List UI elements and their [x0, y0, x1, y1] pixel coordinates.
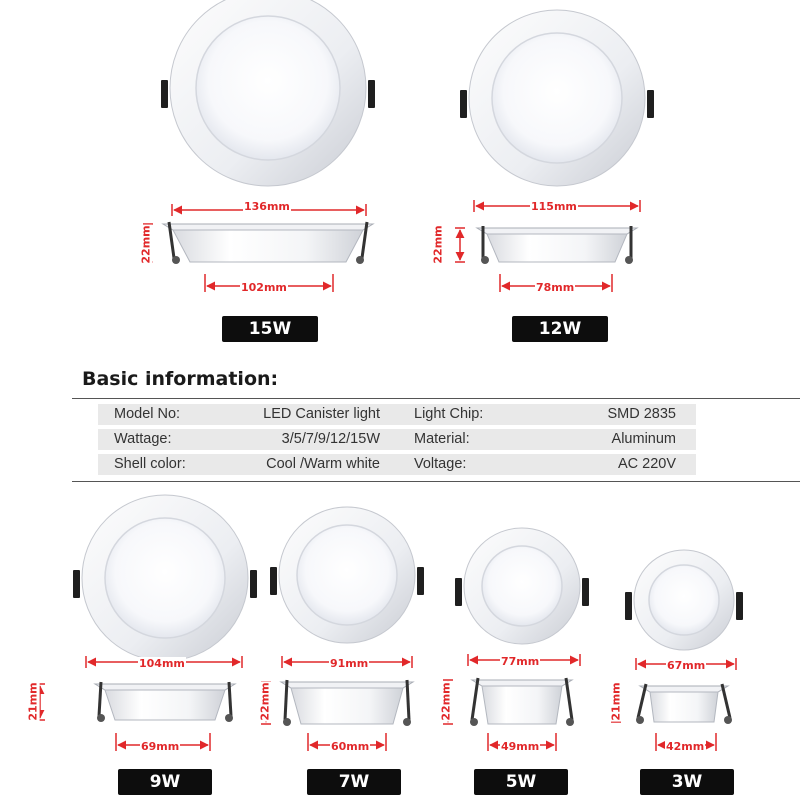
- side-body: [650, 692, 718, 722]
- spring-clip-right-icon: [250, 570, 257, 598]
- spec-label: Voltage:: [414, 456, 467, 472]
- side-flange: [163, 224, 373, 230]
- side-flange: [95, 684, 235, 690]
- spring-coil-right-icon: [724, 716, 732, 724]
- spring-coil-left-icon: [172, 256, 180, 264]
- cutout-diameter-9w: 69mm: [141, 740, 180, 753]
- downlight-12w: [455, 10, 654, 292]
- spec-row-wattage: [98, 429, 696, 450]
- spring-coil-right-icon: [566, 718, 574, 726]
- downlight-9w: [35, 495, 257, 751]
- spec-label: Shell color:: [114, 456, 186, 472]
- side-flange: [640, 686, 728, 692]
- spring-coil-left-icon: [481, 256, 489, 264]
- lamp-diffuser: [196, 16, 340, 160]
- height-12w: 22mm: [431, 225, 445, 264]
- outer-diameter-5w: 77mm: [501, 655, 540, 668]
- outer-diameter-15w: 136mm: [244, 200, 290, 213]
- cutout-diameter-7w: 60mm: [331, 740, 370, 753]
- spring-clip-right-icon: [582, 578, 589, 606]
- side-body: [291, 688, 403, 724]
- spring-coil-right-icon: [356, 256, 364, 264]
- spring-clip-right-icon: [736, 592, 743, 620]
- wattage-badge-15w: 15W: [222, 316, 318, 342]
- spring-coil-right-icon: [625, 256, 633, 264]
- spring-clip-left-icon: [460, 90, 467, 118]
- spring-leg-right-icon: [229, 682, 231, 716]
- spec-row-shell: [98, 454, 696, 475]
- spring-clip-left-icon: [161, 80, 168, 108]
- side-body: [173, 230, 363, 262]
- spring-leg-right-icon: [407, 680, 409, 720]
- cutout-diameter-15w: 102mm: [241, 281, 287, 294]
- spring-leg-left-icon: [472, 678, 478, 720]
- spec-label: Wattage:: [114, 431, 172, 447]
- outer-diameter-12w: 115mm: [531, 200, 577, 213]
- lamp-diffuser: [297, 525, 397, 625]
- spring-leg-right-icon: [566, 678, 572, 720]
- height-3w: 21mm: [609, 682, 623, 721]
- spring-coil-left-icon: [97, 714, 105, 722]
- spec-value: 3/5/7/9/12/15W: [281, 431, 380, 447]
- spec-value: Aluminum: [611, 431, 676, 447]
- outer-diameter-9w: 104mm: [139, 657, 185, 670]
- spec-value: AC 220V: [617, 456, 676, 472]
- cutout-diameter-5w: 49mm: [501, 740, 540, 753]
- spring-clip-right-icon: [417, 567, 424, 595]
- side-flange: [472, 680, 572, 686]
- lamp-diffuser: [649, 565, 719, 635]
- side-body: [487, 234, 627, 262]
- divider-bottom: [72, 481, 800, 482]
- cutout-diameter-3w: 42mm: [666, 740, 705, 753]
- height-9w: 21mm: [26, 682, 40, 721]
- downlight-3w: [611, 550, 743, 751]
- spec-row-model: [98, 404, 696, 425]
- outer-diameter-7w: 91mm: [330, 657, 369, 670]
- spring-clip-left-icon: [270, 567, 277, 595]
- spec-value: SMD 2835: [607, 406, 676, 422]
- height-7w: 22mm: [258, 682, 272, 721]
- side-body: [482, 686, 562, 724]
- spring-clip-left-icon: [625, 592, 632, 620]
- spring-clip-left-icon: [73, 570, 80, 598]
- outer-diameter-3w: 67mm: [667, 659, 706, 672]
- divider-top: [72, 398, 800, 399]
- wattage-badge-3w: 3W: [640, 769, 734, 795]
- side-body: [105, 690, 225, 720]
- spring-coil-left-icon: [636, 716, 644, 724]
- spring-clip-right-icon: [647, 90, 654, 118]
- spec-value: Cool /Warm white: [266, 456, 380, 472]
- spec-value: LED Canister light: [263, 406, 380, 422]
- spring-clip-left-icon: [455, 578, 462, 606]
- wattage-badge-12w: 12W: [512, 316, 608, 342]
- wattage-badge-9w: 9W: [118, 769, 212, 795]
- cutout-diameter-12w: 78mm: [536, 281, 575, 294]
- section-title: Basic information:: [82, 368, 279, 390]
- side-flange: [281, 682, 413, 688]
- spring-leg-left-icon: [638, 684, 646, 718]
- spring-leg-right-icon: [722, 684, 730, 718]
- downlight-5w: [443, 528, 589, 751]
- spring-coil-left-icon: [283, 718, 291, 726]
- spec-label: Material:: [414, 431, 470, 447]
- spring-leg-left-icon: [99, 682, 101, 716]
- lamp-diffuser: [105, 518, 225, 638]
- height-5w: 22mm: [439, 682, 453, 721]
- spring-coil-left-icon: [470, 718, 478, 726]
- spring-coil-right-icon: [403, 718, 411, 726]
- downlight-15w: [143, 0, 375, 292]
- spec-label: Light Chip:: [414, 406, 484, 422]
- height-15w: 22mm: [139, 225, 153, 264]
- spec-label: Model No:: [114, 406, 181, 422]
- lamp-diffuser: [492, 33, 622, 163]
- spring-coil-right-icon: [225, 714, 233, 722]
- wattage-badge-7w: 7W: [307, 769, 401, 795]
- side-flange: [477, 228, 637, 234]
- downlight-7w: [258, 507, 424, 751]
- lamp-diffuser: [482, 546, 562, 626]
- spring-clip-right-icon: [368, 80, 375, 108]
- spring-leg-left-icon: [285, 680, 287, 720]
- wattage-badge-5w: 5W: [474, 769, 568, 795]
